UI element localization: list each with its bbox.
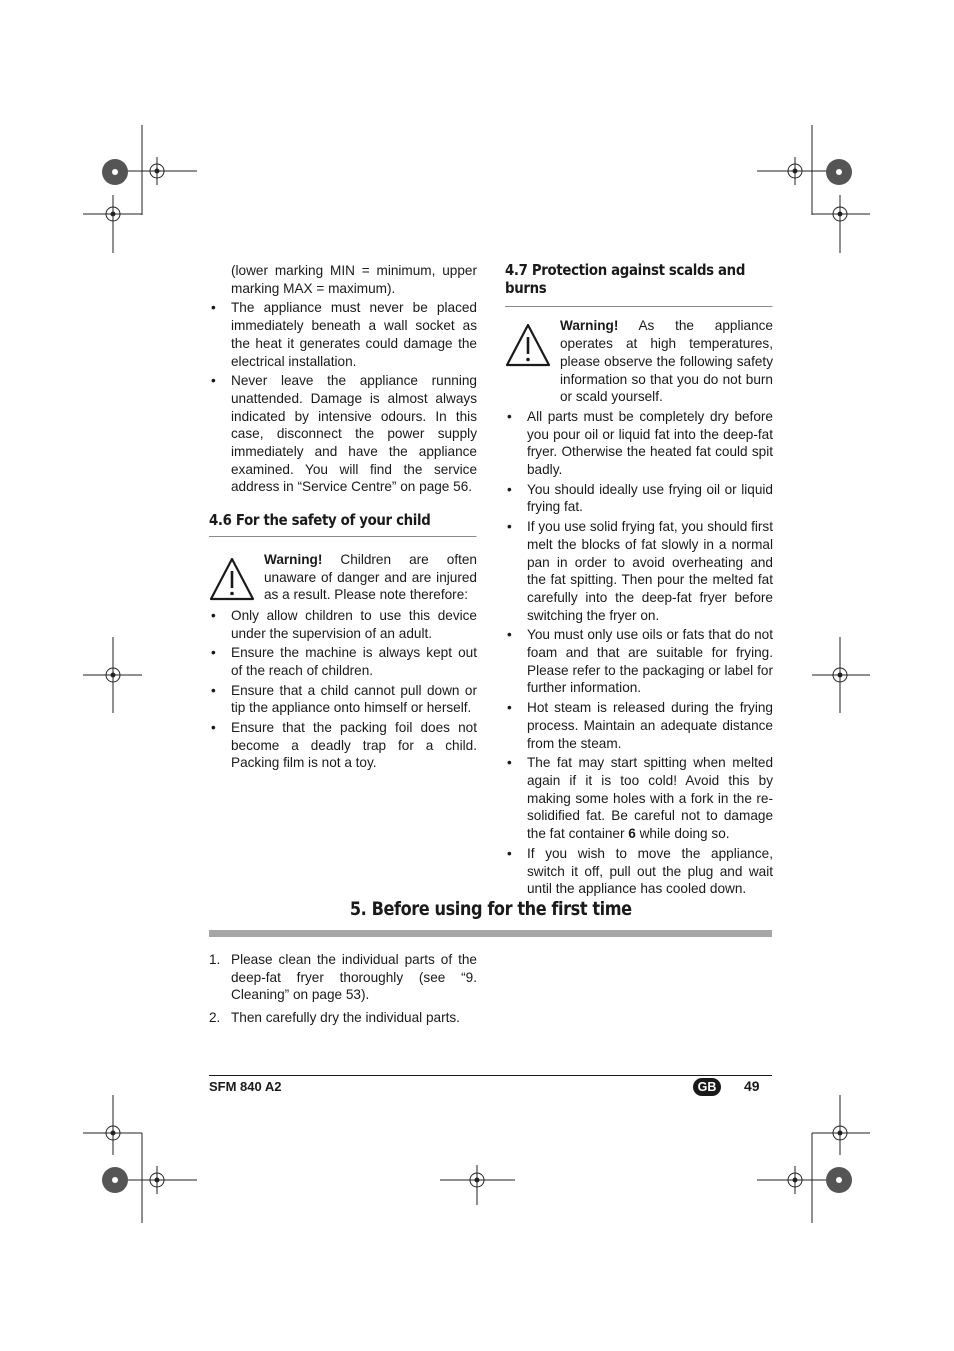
list-item: • If you wish to move the appliance, switch it off, pull out the plug and wait until the appliance has cooled down.	[507, 845, 773, 897]
section-title: 5. Before using for the first time	[349, 898, 632, 920]
bullet-list-top	[209, 299, 477, 496]
list-item: • The appliance must never be placed immediately beneath a wall socket as the heat it generates could damage the electrical installation.	[211, 300, 477, 369]
step-item: 2. Then carefully dry the individual parts.	[209, 1010, 460, 1026]
warning-label: Warning!	[264, 551, 323, 567]
warning-text: As the appliance operates at high temperatures, please observe the following safety information so that you do not burn or scald yourself.	[560, 318, 773, 405]
heading-scalds-burns: 4.7 Protection against scalds and burns	[505, 262, 772, 307]
list-item: • You should ideally use frying oil or liquid frying fat.	[507, 481, 773, 515]
bullet-list-child	[209, 607, 477, 772]
footer-rule	[209, 1075, 772, 1076]
section-title-bar	[209, 930, 772, 937]
language-badge: GB	[693, 1078, 721, 1096]
step-item: 1. Please clean the individual parts of the deep-fat fryer thoroughly (see “9. Cleaning” on page 53).	[209, 952, 477, 1003]
warning-text: Children are often unaware of danger and are injured as a result. Please note therefore:	[264, 551, 477, 603]
heading-child-safety: 4.6 For the safety of your child	[209, 512, 476, 537]
list-item: • Ensure that a child cannot pull down or tip the appliance onto himself or herself.	[211, 682, 477, 716]
list-item: • If you use solid frying fat, you should first melt the blocks of fat slowly in a normal pan in order to avoid overheating and the fat spitting. Then pour the melted fat carefully into the deep-fat fryer before switching the fryer on.	[507, 519, 773, 623]
warning-triangle-icon	[209, 557, 255, 601]
list-item: • Hot steam is released during the frying process. Maintain an adequate distance from the steam.	[507, 700, 773, 751]
list-item: • All parts must be completely dry before you pour oil or liquid fat into the deep-fat fryer. Otherwise the heated fat could spit badly.	[507, 408, 773, 478]
warning-block-burns	[505, 317, 773, 406]
bullet-list-burns	[505, 408, 773, 898]
part-number: 6	[628, 826, 636, 842]
warning-block-child	[209, 551, 477, 605]
warning-label: Warning!	[560, 318, 619, 334]
steps-list	[209, 951, 477, 1032]
warning-triangle-icon	[505, 323, 551, 367]
list-item: • Never leave the appliance running unattended. Damage is almost always indicated by intensive odours. In this case, disconnect the power supply immediately and have the appliance examined. You will find the service address in “Service Centre” on page 56.	[211, 373, 477, 495]
left-column	[209, 262, 477, 774]
list-item: • Only allow children to use this device under the supervision of an adult.	[211, 607, 477, 641]
right-column	[505, 262, 773, 900]
list-item: • Ensure that the packing foil does not become a deadly trap for a child. Packing film is not a toy.	[211, 720, 477, 771]
list-item: • Ensure the machine is always kept out of the reach of children.	[211, 645, 477, 678]
footer-model: SFM 840 A2	[209, 1079, 282, 1094]
list-item: • You must only use oils or fats that do not foam and that are suitable for frying. Please refer to the packaging or label for further information.	[507, 627, 773, 696]
page-number: 49	[744, 1078, 760, 1094]
continuation-text: (lower marking MIN = minimum, upper marking MAX = maximum).	[231, 263, 477, 296]
list-item: • The fat may start spitting when melted again if it is too cold! Avoid this by making some holes with a fork in the re-solidified fat. Be careful not to damage the fat container 6 while doing so.	[507, 755, 773, 842]
